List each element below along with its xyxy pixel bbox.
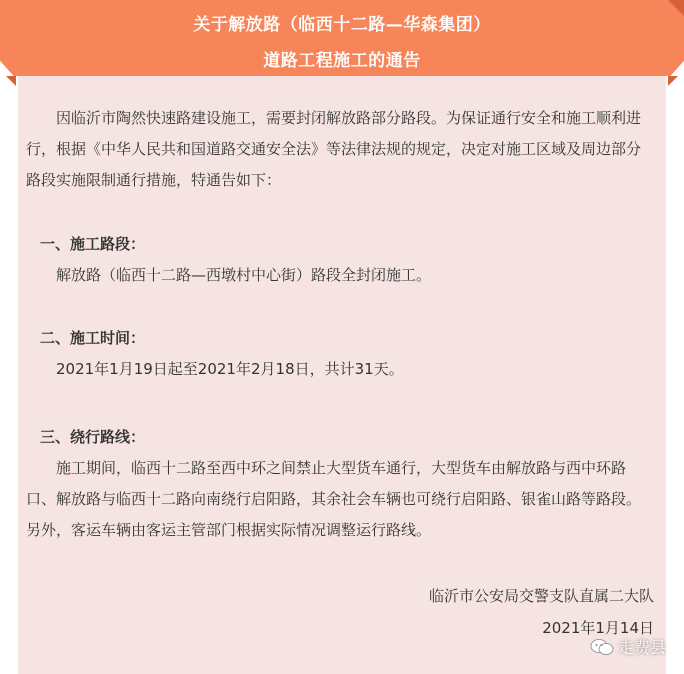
section-3-heading: 三、绕行路线： bbox=[40, 428, 146, 446]
title-line-1: 关于解放路（临西十二路—华森集团） bbox=[193, 15, 491, 35]
title-line-2: 道路工程施工的通告 bbox=[263, 51, 421, 71]
watermark bbox=[590, 635, 666, 658]
section-1-heading: 一、施工路段： bbox=[40, 235, 146, 253]
wechat-icon bbox=[590, 638, 614, 656]
section-2-body: 2021年1月19日起至2021年2月18日，共计31天。 bbox=[56, 360, 404, 378]
section-2-heading: 二、施工时间： bbox=[40, 329, 146, 347]
signature-org: 临沂市公安局交警支队直属二大队 bbox=[428, 587, 654, 605]
banner-fold-left bbox=[6, 76, 16, 86]
signature-date: 2021年1月14日 bbox=[542, 619, 654, 637]
section-1-body: 解放路（临西十二路—西墩村中心街）路段全封闭施工。 bbox=[56, 266, 432, 284]
watermark-text: 走费县 bbox=[617, 638, 666, 657]
banner-fold-right bbox=[668, 76, 678, 86]
intro-paragraph: 因临沂市陶然快速路建设施工，需要封闭解放路部分路段。为保证通行安全和施工顺利进行，根据《中华人民共和国道路交通安全法》等法律法规的规定，决定对施工区域及周边部分路段实施限制通行措施，特通告如下： bbox=[26, 109, 642, 189]
section-3-body: 施工期间，临西十二路至西中环之间禁止大型货车通行，大型货车由解放路与西中环路口、解放路与临西十二路向南绕行启阳路，其余社会车辆也可绕行启阳路、银雀山路等路段。另外，客运车辆由客运主管部门根据实际情况调整运行路线。 bbox=[26, 459, 642, 539]
